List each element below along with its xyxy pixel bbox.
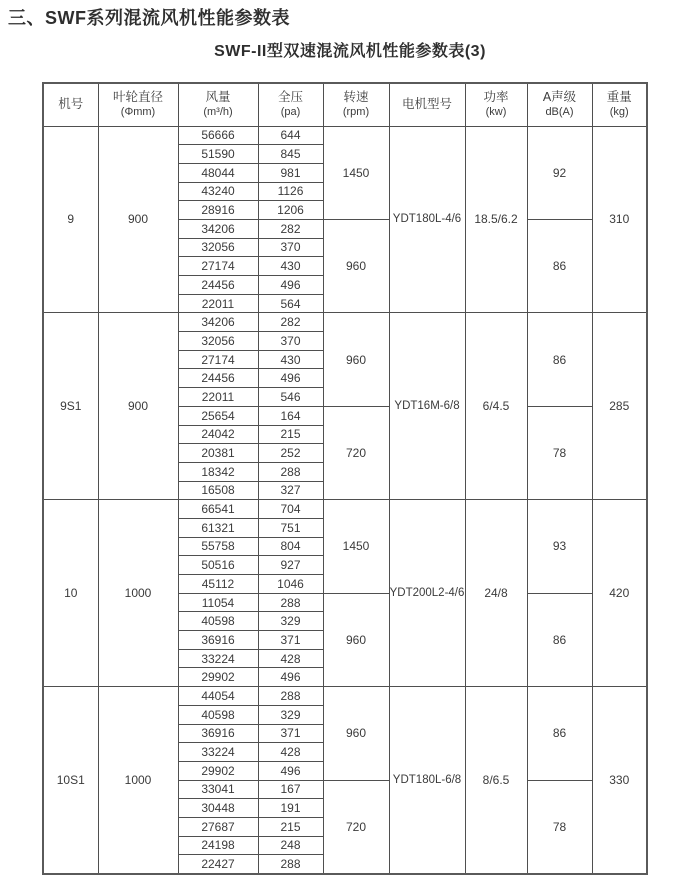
cell-pressure: 282 xyxy=(258,313,323,332)
cell-motor: YDT16M-6/8 xyxy=(389,313,465,500)
cell-pressure: 288 xyxy=(258,593,323,612)
cell-weight: 420 xyxy=(592,500,647,687)
cell-model: 9S1 xyxy=(43,313,98,500)
header-unit: (rpm) xyxy=(342,105,370,118)
cell-pressure: 751 xyxy=(258,518,323,537)
cell-flow: 33224 xyxy=(178,649,258,668)
cell-flow: 28916 xyxy=(178,201,258,220)
cell-weight: 285 xyxy=(592,313,647,500)
cell-model: 9 xyxy=(43,126,98,313)
header-cell-7 xyxy=(527,83,592,126)
cell-power: 18.5/6.2 xyxy=(465,126,527,313)
cell-diameter: 1000 xyxy=(98,687,178,874)
cell-pressure: 430 xyxy=(258,257,323,276)
header-label: 全压 xyxy=(277,90,303,105)
cell-flow: 27174 xyxy=(178,257,258,276)
cell-flow: 40598 xyxy=(178,705,258,724)
cell-pressure: 428 xyxy=(258,743,323,762)
cell-pressure: 371 xyxy=(258,724,323,743)
header-label: 叶轮直径 xyxy=(112,90,163,105)
header-label: 重量 xyxy=(606,90,632,105)
cell-flow: 66541 xyxy=(178,500,258,519)
cell-flow: 55758 xyxy=(178,537,258,556)
cell-pressure: 252 xyxy=(258,444,323,463)
cell-flow: 27174 xyxy=(178,350,258,369)
cell-flow: 43240 xyxy=(178,182,258,201)
table-row-10S1-1 xyxy=(43,687,647,706)
cell-speed: 960 xyxy=(323,219,389,312)
cell-flow: 33224 xyxy=(178,743,258,762)
cell-flow: 34206 xyxy=(178,219,258,238)
header-label: 机号 xyxy=(58,96,84,111)
cell-speed: 1450 xyxy=(323,500,389,593)
table-header xyxy=(43,83,647,126)
cell-flow: 32056 xyxy=(178,238,258,257)
cell-pressure: 981 xyxy=(258,163,323,182)
header-unit: dB(A) xyxy=(545,105,574,118)
cell-pressure: 1206 xyxy=(258,201,323,220)
table-row-10-1 xyxy=(43,500,647,519)
cell-pressure: 288 xyxy=(258,855,323,874)
cell-flow: 29902 xyxy=(178,761,258,780)
cell-flow: 22011 xyxy=(178,294,258,313)
cell-pressure: 191 xyxy=(258,799,323,818)
cell-pressure: 282 xyxy=(258,219,323,238)
cell-pressure: 496 xyxy=(258,668,323,687)
cell-flow: 61321 xyxy=(178,518,258,537)
cell-flow: 36916 xyxy=(178,631,258,650)
cell-pressure: 644 xyxy=(258,126,323,145)
cell-pressure: 496 xyxy=(258,276,323,295)
cell-pressure: 1046 xyxy=(258,575,323,594)
cell-flow: 33041 xyxy=(178,780,258,799)
cell-pressure: 546 xyxy=(258,388,323,407)
cell-motor: YDT180L-4/6 xyxy=(389,126,465,313)
cell-flow: 50516 xyxy=(178,556,258,575)
cell-diameter: 1000 xyxy=(98,500,178,687)
table-body xyxy=(43,126,647,874)
cell-pressure: 327 xyxy=(258,481,323,500)
cell-flow: 36916 xyxy=(178,724,258,743)
cell-flow: 22427 xyxy=(178,855,258,874)
page-title: 三、SWF系列混流风机性能参数表 xyxy=(8,8,290,28)
header-row xyxy=(43,83,647,126)
header-unit: (Φmm) xyxy=(120,105,156,118)
header-cell-0 xyxy=(43,83,98,126)
cell-flow: 27687 xyxy=(178,817,258,836)
cell-db: 78 xyxy=(527,406,592,499)
cell-flow: 45112 xyxy=(178,575,258,594)
cell-power: 24/8 xyxy=(465,500,527,687)
header-cell-4 xyxy=(323,83,389,126)
cell-weight: 310 xyxy=(592,126,647,313)
cell-db: 86 xyxy=(527,313,592,406)
cell-pressure: 215 xyxy=(258,425,323,444)
header-cell-6 xyxy=(465,83,527,126)
cell-flow: 20381 xyxy=(178,444,258,463)
cell-flow: 24198 xyxy=(178,836,258,855)
cell-power: 6/4.5 xyxy=(465,313,527,500)
header-cell-3 xyxy=(258,83,323,126)
cell-pressure: 370 xyxy=(258,238,323,257)
cell-flow: 30448 xyxy=(178,799,258,818)
header-label: 风量 xyxy=(205,90,231,105)
cell-pressure: 288 xyxy=(258,462,323,481)
cell-pressure: 845 xyxy=(258,145,323,164)
cell-flow: 56666 xyxy=(178,126,258,145)
cell-flow: 18342 xyxy=(178,462,258,481)
cell-pressure: 164 xyxy=(258,406,323,425)
cell-pressure: 329 xyxy=(258,705,323,724)
cell-db: 92 xyxy=(527,126,592,219)
header-unit: (kg) xyxy=(609,105,629,118)
cell-flow: 16508 xyxy=(178,481,258,500)
cell-flow: 22011 xyxy=(178,388,258,407)
cell-pressure: 564 xyxy=(258,294,323,313)
cell-speed: 720 xyxy=(323,780,389,873)
cell-flow: 24042 xyxy=(178,425,258,444)
cell-model: 10S1 xyxy=(43,687,98,874)
cell-speed: 960 xyxy=(323,687,389,780)
header-unit: (m³/h) xyxy=(203,105,233,118)
header-unit: (pa) xyxy=(280,105,301,118)
cell-flow: 29902 xyxy=(178,668,258,687)
cell-flow: 11054 xyxy=(178,593,258,612)
cell-db: 86 xyxy=(527,593,592,686)
cell-diameter: 900 xyxy=(98,126,178,313)
cell-pressure: 804 xyxy=(258,537,323,556)
cell-diameter: 900 xyxy=(98,313,178,500)
header-cell-5 xyxy=(389,83,465,126)
cell-speed: 1450 xyxy=(323,126,389,219)
header-cell-2 xyxy=(178,83,258,126)
cell-pressure: 248 xyxy=(258,836,323,855)
cell-pressure: 371 xyxy=(258,631,323,650)
cell-pressure: 1126 xyxy=(258,182,323,201)
cell-db: 78 xyxy=(527,780,592,873)
cell-pressure: 215 xyxy=(258,817,323,836)
cell-flow: 40598 xyxy=(178,612,258,631)
cell-motor: YDT200L2-4/6 xyxy=(389,500,465,687)
cell-weight: 330 xyxy=(592,687,647,874)
cell-pressure: 927 xyxy=(258,556,323,575)
header-label: 转速 xyxy=(343,90,369,105)
cell-flow: 48044 xyxy=(178,163,258,182)
cell-db: 93 xyxy=(527,500,592,593)
header-label: 电机型号 xyxy=(401,96,452,111)
cell-pressure: 288 xyxy=(258,687,323,706)
cell-flow: 24456 xyxy=(178,276,258,295)
cell-pressure: 428 xyxy=(258,649,323,668)
cell-flow: 32056 xyxy=(178,332,258,351)
cell-flow: 25654 xyxy=(178,406,258,425)
table-row-9S1-1 xyxy=(43,313,647,332)
cell-speed: 960 xyxy=(323,593,389,686)
header-unit: (kw) xyxy=(485,105,507,118)
cell-pressure: 704 xyxy=(258,500,323,519)
cell-pressure: 167 xyxy=(258,780,323,799)
page-subtitle: SWF-II型双速混流风机性能参数表(3) xyxy=(214,43,486,60)
cell-model: 10 xyxy=(43,500,98,687)
cell-flow: 51590 xyxy=(178,145,258,164)
cell-flow: 44054 xyxy=(178,687,258,706)
cell-power: 8/6.5 xyxy=(465,687,527,874)
header-label: A声级 xyxy=(542,90,577,105)
cell-flow: 24456 xyxy=(178,369,258,388)
cell-flow: 34206 xyxy=(178,313,258,332)
table-row-9-1 xyxy=(43,126,647,145)
cell-db: 86 xyxy=(527,219,592,312)
cell-speed: 960 xyxy=(323,313,389,406)
cell-motor: YDT180L-6/8 xyxy=(389,687,465,874)
header-cell-1 xyxy=(98,83,178,126)
header-cell-8 xyxy=(592,83,647,126)
cell-pressure: 370 xyxy=(258,332,323,351)
header-label: 功率 xyxy=(483,90,509,105)
cell-pressure: 430 xyxy=(258,350,323,369)
cell-pressure: 329 xyxy=(258,612,323,631)
cell-pressure: 496 xyxy=(258,369,323,388)
cell-pressure: 496 xyxy=(258,761,323,780)
cell-speed: 720 xyxy=(323,406,389,499)
cell-db: 86 xyxy=(527,687,592,780)
fan-performance-table xyxy=(42,82,648,875)
